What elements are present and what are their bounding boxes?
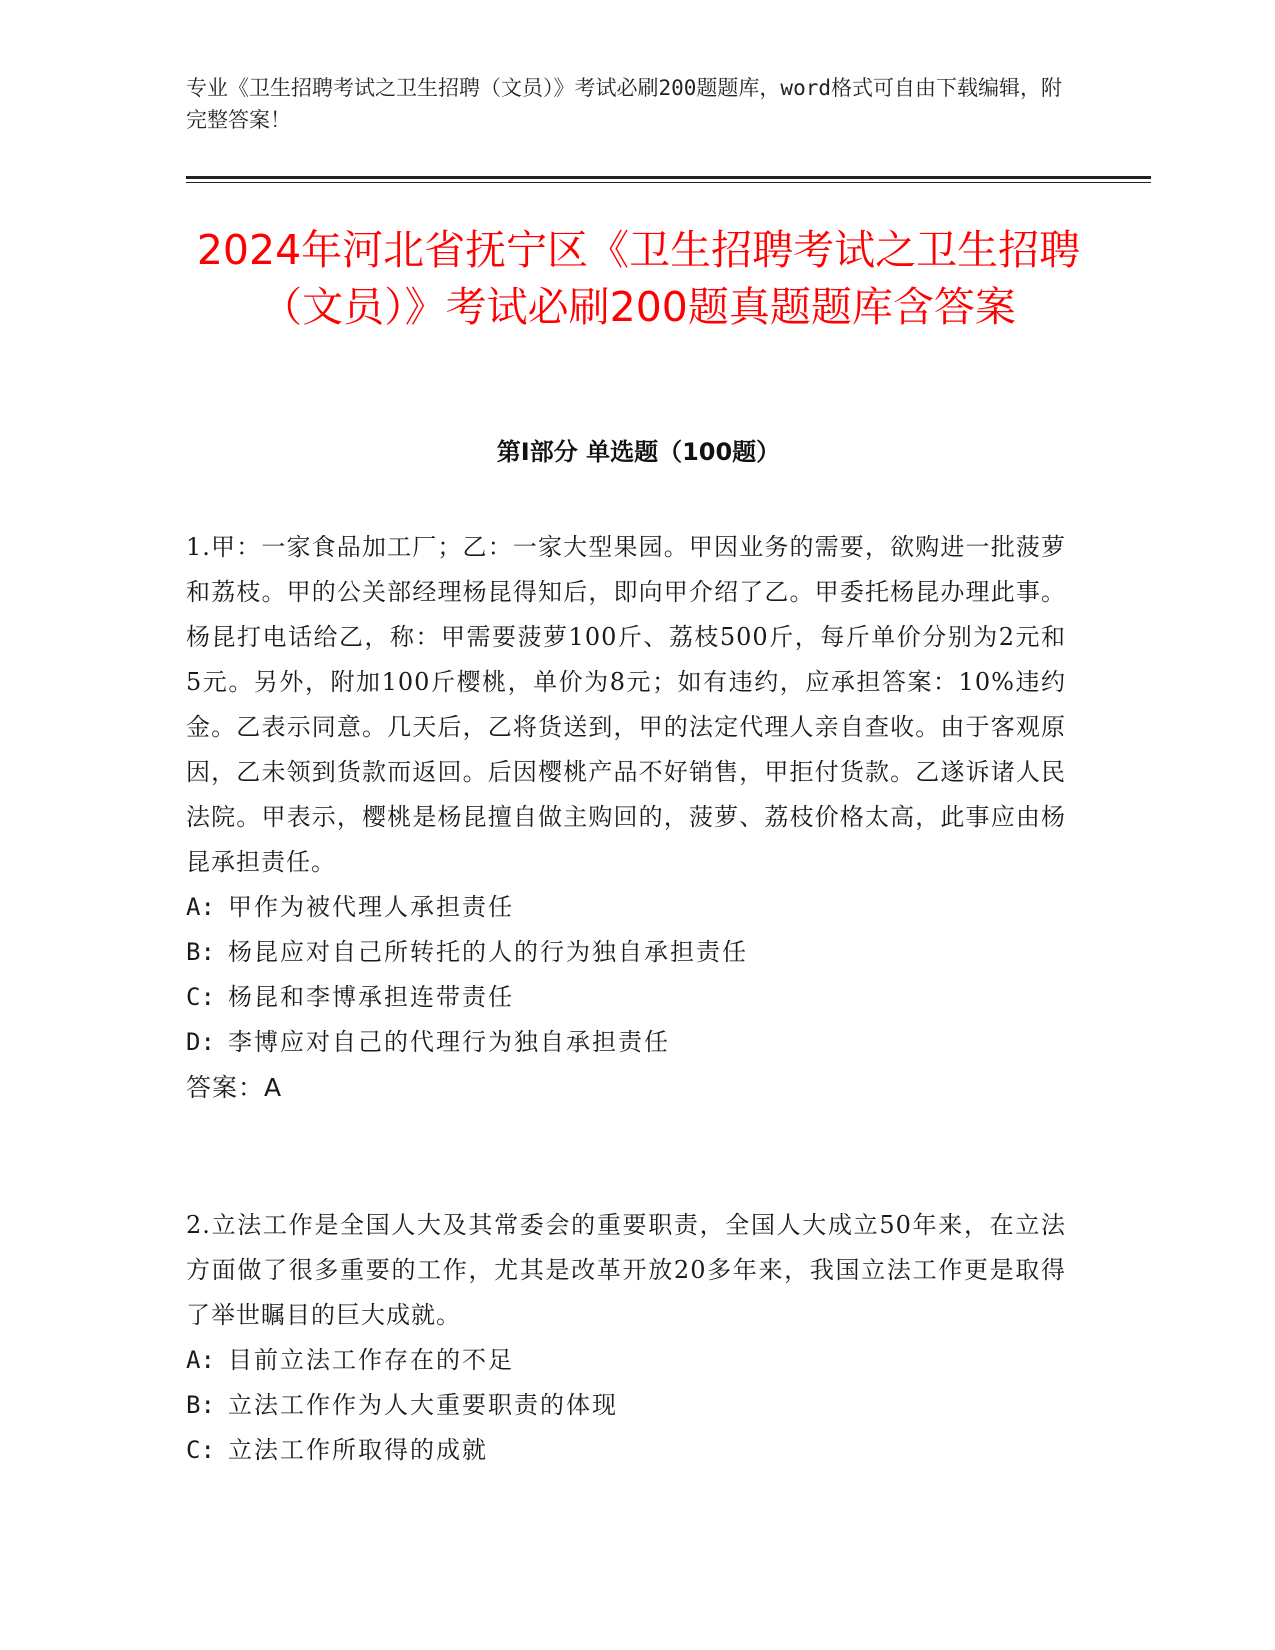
option-text: 甲作为被代理人承担责任 (228, 893, 514, 921)
question-1 (186, 525, 1066, 1110)
header-rule-thick (186, 176, 1151, 179)
option-c (186, 975, 1066, 1020)
document-title: 2024年河北省抚宁区《卫生招聘考试之卫生招聘（文员）》考试必刷200题真题题库含答案 (196, 226, 1081, 331)
option-text: 李博应对自己的代理行为独自承担责任 (228, 1028, 670, 1056)
option-letter: A: (186, 1346, 215, 1374)
option-a (186, 885, 1066, 930)
header-rule-thin (186, 182, 1151, 183)
question-stem: 2.立法工作是全国人大及其常委会的重要职责，全国人大成立50年来，在立法方面做了很多重要的工作，尤其是改革开放20多年来，我国立法工作更是取得了举世瞩目的巨大成就。 (186, 1211, 1066, 1329)
question-2 (186, 1203, 1066, 1473)
option-letter: A: (186, 893, 215, 921)
answer-line: 答案：A (186, 1073, 283, 1102)
header-note: 专业《卫生招聘考试之卫生招聘（文员）》考试必刷200题题库，word格式可自由下载编辑，附完整答案！ (186, 76, 1062, 132)
option-a (186, 1338, 1066, 1383)
option-text: 目前立法工作存在的不足 (228, 1346, 514, 1374)
option-b (186, 930, 1066, 975)
option-d (186, 1020, 1066, 1065)
option-text: 立法工作作为人大重要职责的体现 (228, 1391, 618, 1419)
option-c (186, 1428, 1066, 1473)
option-text: 杨昆应对自己所转托的人的行为独自承担责任 (228, 938, 748, 966)
option-letter: B: (186, 1391, 215, 1419)
option-b (186, 1383, 1066, 1428)
option-text: 立法工作所取得的成就 (228, 1436, 488, 1464)
option-letter: D: (186, 1028, 215, 1056)
option-letter: C: (186, 983, 215, 1011)
option-letter: B: (186, 938, 215, 966)
option-text: 杨昆和李博承担连带责任 (228, 983, 514, 1011)
section-heading: 第Ⅰ部分 单选题（100题） (496, 438, 781, 466)
question-stem: 1.甲：一家食品加工厂；乙：一家大型果园。甲因业务的需要，欲购进一批菠萝和荔枝。甲的公关部经理杨昆得知后，即向甲介绍了乙。甲委托杨昆办理此事。杨昆打电话给乙，称：甲需要菠萝100斤、荔枝500斤，每斤单价分别为2元和5元。另外，附加100斤樱桃，单价为8元；如有违约，应承担答案：10%违约金。乙表示同意。几天后，乙将货送到，甲的法定代理人亲自查收。由于客观原因，乙未领到货款而返回。后因樱桃产品不好销售，甲拒付货款。乙遂诉诸人民法院。甲表示，樱桃是杨昆擅自做主购回的，菠萝、荔枝价格太高，此事应由杨昆承担责任。 (186, 533, 1066, 876)
option-letter: C: (186, 1436, 215, 1464)
